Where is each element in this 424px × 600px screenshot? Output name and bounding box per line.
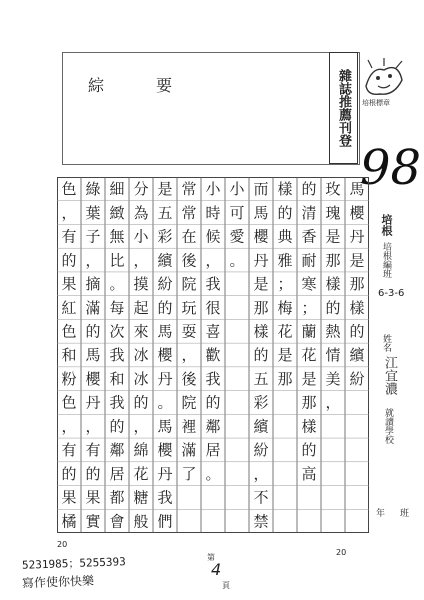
- bacon-logo-icon: [358, 56, 410, 102]
- class-code: 6-3-6: [378, 288, 405, 299]
- summary-label: 綜要: [88, 76, 225, 95]
- essay-column: 的清香耐寒；蘭花是那樣的高: [301, 180, 317, 483]
- grid-number-left: 20: [57, 540, 68, 549]
- grade-label: 年: [376, 509, 386, 519]
- school-label: 培根編班: [381, 242, 391, 278]
- page-number: 4: [211, 560, 222, 579]
- phone-numbers: 5231985；5255393: [21, 555, 126, 572]
- logo-caption: 培根標章: [362, 99, 390, 107]
- class-label: 班: [400, 509, 410, 519]
- page-label: 第: [207, 553, 215, 562]
- essay-column: 綠葉子，摘滿的馬櫻丹，有的果實: [85, 180, 101, 531]
- page-unit: 頁: [222, 581, 230, 590]
- essay-column: 樣的典雅；梅花是那: [277, 180, 293, 388]
- essay-column: 是五彩繽紛的馬櫻丹。馬櫻丹我們: [157, 180, 173, 531]
- student-name: 江宜濃: [382, 356, 397, 395]
- school-attend-label: 就讀學校: [383, 408, 393, 444]
- essay-column: 常常在後院玩耍，後院裡滿了: [181, 180, 197, 483]
- essay-column: 色，有的果紅色和粉色，有的果橘: [61, 180, 77, 531]
- summary-box: [62, 52, 360, 165]
- essay-column: 細緻無比。每次我和我的鄰居都會: [109, 180, 125, 531]
- name-label: 姓名: [381, 334, 391, 352]
- essay-column: 馬櫻丹是那樣的繽紛: [349, 180, 365, 388]
- essay-column: 而馬櫻丹是那樣的五彩繽紛，不禁: [253, 180, 269, 531]
- essay-column: 小可愛。: [229, 180, 245, 270]
- grid-number-right: 20: [336, 548, 347, 557]
- essay-column: 小時候，我很喜歡我的鄰居。: [205, 180, 221, 483]
- recommendation-stamp: 雜誌推薦刊登: [329, 52, 358, 164]
- essay-column: 分為小，摸起來冰冰的，綿花糖般: [133, 180, 149, 531]
- sidebar-title: 培根: [380, 214, 393, 236]
- slogan: 寫作使你快樂: [21, 573, 95, 591]
- essay-column: 玫瑰是那樣的熱情美，: [325, 180, 341, 412]
- score-mark: 98: [360, 140, 422, 196]
- writing-grid: [57, 177, 369, 533]
